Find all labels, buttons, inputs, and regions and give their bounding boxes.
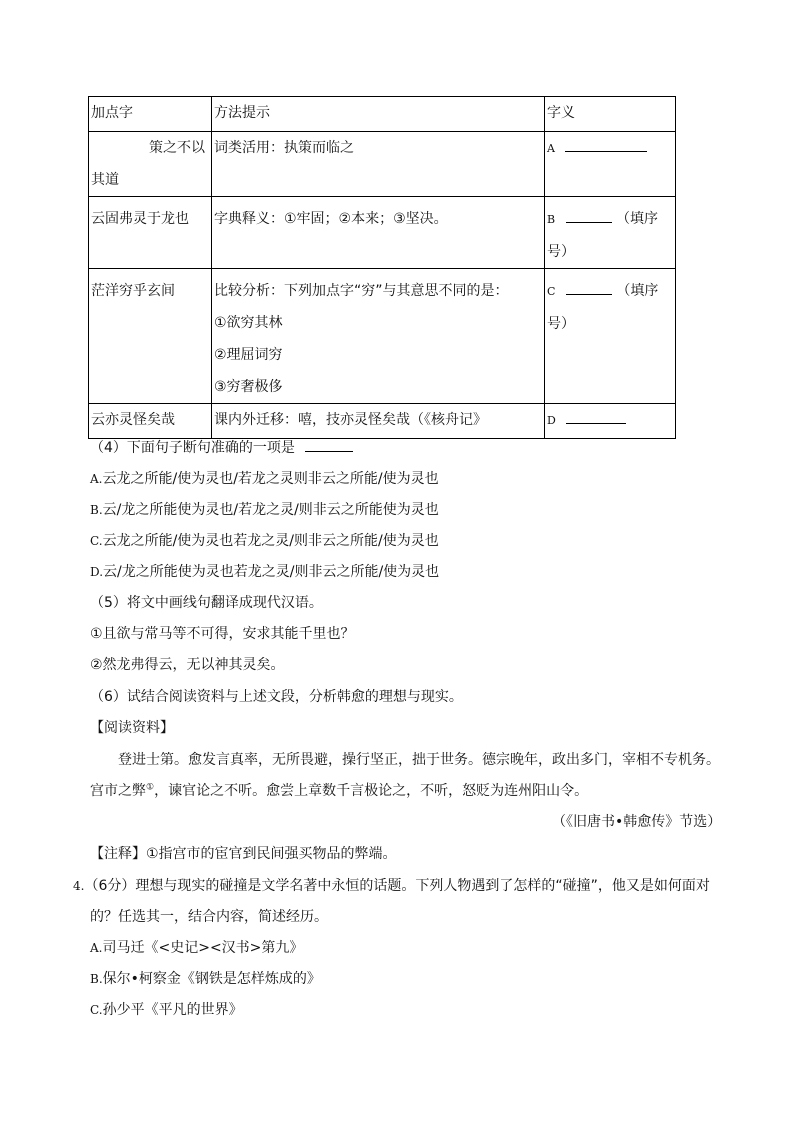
material-text: 宫市之弊 xyxy=(90,783,146,799)
question-number: 4. xyxy=(73,879,85,893)
answer-letter: B xyxy=(547,213,556,226)
vocabulary-table xyxy=(88,96,676,439)
material-line-1: 登进士第。愈发言真率，无所畏避，操行坚正，拙于世务。德宗晚年，政出多门，宰相不专机务。 xyxy=(118,752,720,768)
method-line: 比较分析：下列加点字“穷”与其意思不同的是： xyxy=(214,283,509,299)
table-row xyxy=(89,132,676,197)
word-cell xyxy=(89,269,212,404)
answer-blank[interactable] xyxy=(566,409,626,424)
answer-letter: D xyxy=(547,414,556,427)
q5-item-1: ①且欲与常马等不可得，安求其能千里也？ xyxy=(90,626,355,642)
footnote-marker: ① xyxy=(146,782,155,793)
option-text: 保尔•柯察金《钢铁是怎样炼成的》 xyxy=(102,971,321,987)
method-cell xyxy=(212,132,545,197)
meaning-cell xyxy=(545,404,676,439)
word-text: 云固弗灵于龙也 xyxy=(91,211,189,227)
material-title: 【阅读资料】 xyxy=(90,720,174,736)
option-text: 云龙之所能/使为灵也/若龙之灵则非云之所能/使为灵也 xyxy=(102,471,439,487)
answer-blank[interactable] xyxy=(566,280,612,295)
answer-suffix: （填序号） xyxy=(547,283,659,332)
answer-letter: C xyxy=(547,285,556,298)
q5-item-2: ②然龙弗得云，无以神其灵矣。 xyxy=(90,657,285,673)
word-cell: 云亦灵怪矣哉 xyxy=(89,404,212,439)
word-text: 茫洋穷乎玄间 xyxy=(91,283,175,299)
option-letter: A. xyxy=(90,472,103,486)
q4-option-d[interactable] xyxy=(90,561,439,581)
material-line-2 xyxy=(90,780,588,800)
option-text: 云龙之所能/使为灵也若龙之灵/则非云之所能/使为灵也 xyxy=(102,533,439,549)
q5-prompt: （5）将文中画线句翻译成现代汉语。 xyxy=(90,595,323,611)
answer-blank[interactable] xyxy=(566,208,612,223)
question-4-line-1 xyxy=(73,875,710,895)
option-letter: C. xyxy=(90,1003,103,1017)
question-text: 理想与现实的碰撞是文学名著中永恒的话题。下列人物遇到了怎样的“碰撞”，他又是如何面对 xyxy=(135,878,710,894)
option-letter: A. xyxy=(90,941,103,955)
q4-prompt xyxy=(90,437,353,457)
word-cell xyxy=(89,197,212,269)
q4-option-c[interactable] xyxy=(90,530,439,550)
meaning-cell xyxy=(545,132,676,197)
method-line: ②理屈词穷 xyxy=(214,347,283,363)
option-text: 云/龙之所能使为灵也/若龙之灵/则非云之所能使为灵也 xyxy=(102,502,439,518)
method-line: 词类活用：执策而临之 xyxy=(214,140,354,156)
option-letter: B. xyxy=(90,972,103,986)
q4-option-b[interactable] xyxy=(90,499,439,519)
word-part-1: 策之不以 xyxy=(149,140,205,156)
material-note: 【注释】①指宫市的宦官到民间强买物品的弊端。 xyxy=(90,846,397,862)
option-text: 司马迁《<史记><汉书>第九》 xyxy=(102,940,304,956)
question-4-line-2: 的？任选其一，结合内容，简述经历。 xyxy=(90,909,328,925)
method-line: ①欲穷其林 xyxy=(214,315,283,331)
table-row xyxy=(89,197,676,269)
material-source: （《旧唐书•韩愈传》节选） xyxy=(552,814,722,830)
answer-suffix: （填序号） xyxy=(547,211,658,260)
option-text: 孙少平《平凡的世界》 xyxy=(102,1002,243,1018)
meaning-cell xyxy=(545,197,676,269)
word-cell xyxy=(89,132,212,197)
method-line: 字典释义：①牢固；②本来；③坚决。 xyxy=(214,211,448,227)
option-letter: C. xyxy=(90,534,103,548)
table-header-row xyxy=(89,97,676,132)
header-meaning: 字义 xyxy=(545,97,676,132)
q-4-option-a[interactable] xyxy=(90,937,303,957)
option-letter: B. xyxy=(90,503,103,517)
word-part-2: 其道 xyxy=(91,172,119,188)
q-4-option-b[interactable] xyxy=(90,968,321,988)
q6-prompt: （6）试结合阅读资料与上述文段，分析韩愈的理想与现实。 xyxy=(90,689,463,705)
table-row xyxy=(89,404,676,439)
answer-blank[interactable] xyxy=(565,137,647,152)
meaning-cell xyxy=(545,269,676,404)
material-text: ，谏官论之不听。愈尝上章数千言极论之，不听，怒贬为连州阳山令。 xyxy=(154,783,589,799)
option-letter: D. xyxy=(90,565,104,579)
q4-prompt-text: （4）下面句子断句准确的一项是 xyxy=(90,440,295,456)
header-word: 加点字 xyxy=(89,97,212,132)
method-cell xyxy=(212,197,545,269)
q4-option-a[interactable] xyxy=(90,468,439,488)
header-method: 方法提示 xyxy=(212,97,545,132)
q-4-option-c[interactable] xyxy=(90,999,243,1019)
option-text: 云/龙之所能使为灵也若龙之灵/则非云之所能/使为灵也 xyxy=(103,564,440,580)
method-cell xyxy=(212,269,545,404)
method-cell: 课内外迁移：嘻，技亦灵怪矣哉（《核舟记》 xyxy=(212,404,545,439)
answer-letter: A xyxy=(547,142,555,155)
q4-answer-blank[interactable] xyxy=(305,437,353,452)
method-line: ③穷奢极侈 xyxy=(214,379,283,395)
table-row xyxy=(89,269,676,404)
question-score: （6分） xyxy=(84,878,136,894)
